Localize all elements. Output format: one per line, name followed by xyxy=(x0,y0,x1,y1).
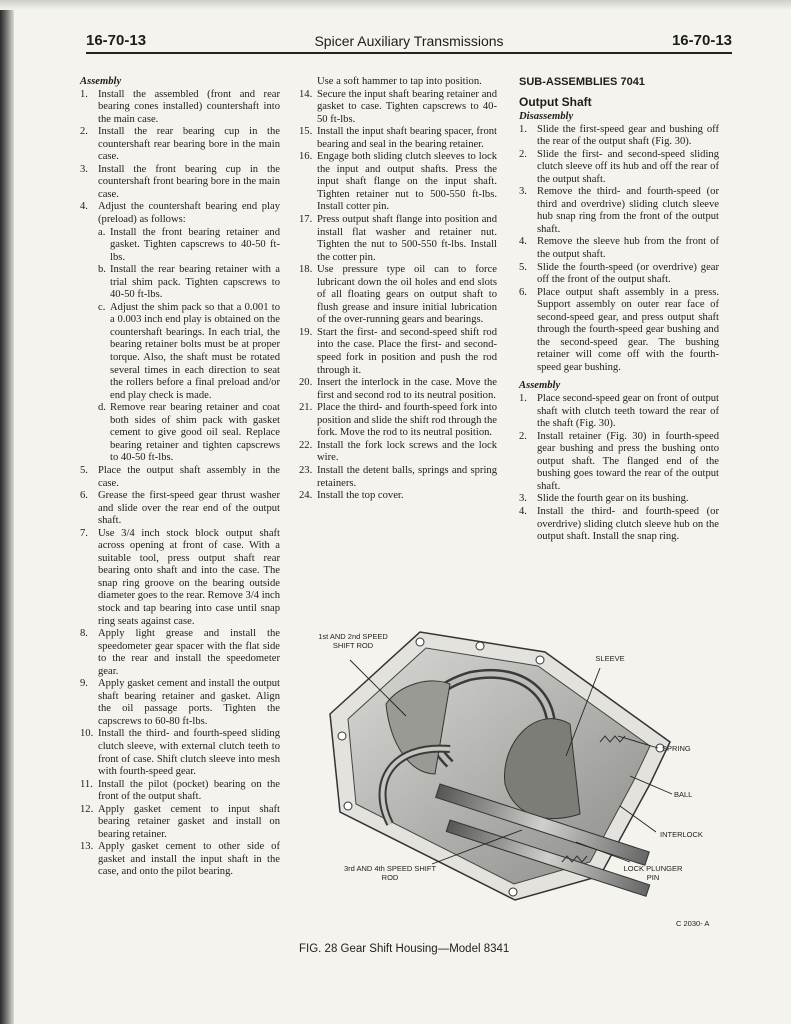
item-number: 7. xyxy=(80,527,88,539)
list-item xyxy=(80,465,280,490)
item-number: 21. xyxy=(299,402,313,414)
item-number: 4. xyxy=(80,201,88,213)
item-text: Slide the first-speed gear and bushing off the rear of the output shaft (Fig. 30). xyxy=(537,123,719,148)
page-binding-shadow xyxy=(0,0,14,1024)
label-lock-plunger-pin: LOCK PLUNGER PIN xyxy=(623,864,683,882)
item-text: Remove rear bearing retainer and coat both sides of shim pack with gasket cement to give good oil seal. Replace bearing retainer and tighten capscrews to 40-50 ft-lbs. xyxy=(110,402,280,464)
list-item xyxy=(80,841,280,879)
list-item xyxy=(299,402,497,440)
gear-shift-housing-illustration xyxy=(300,624,720,940)
label-spring: SPRING xyxy=(662,744,691,753)
item-text: Adjust the shim pack so that a 0.001 to a 0.003 inch end play is obtained on the countershaft bearings. In each trial, the bearing retainer bolts must be at proper torque. Also, the shaft must be rotated several times in each direction to seat the rollers before a final preload and/or end play check is made. xyxy=(110,301,280,401)
item-text: Install the front bearing cup in the countershaft front bearing bore in the main case. xyxy=(98,163,280,200)
list-item xyxy=(299,151,497,214)
list-item xyxy=(519,393,719,431)
item-text: Install the rear bearing cup in the countershaft rear bearing bore in the main case. xyxy=(98,126,280,163)
item-number: 3. xyxy=(519,493,527,505)
item-number: 1. xyxy=(80,88,88,100)
list-item xyxy=(519,149,719,187)
figure-code: C 2030- A xyxy=(676,919,710,928)
list-item xyxy=(80,490,280,528)
item-text: Install the top cover. xyxy=(317,490,404,502)
item-text: Apply gasket cement to other side of gasket and install the input shaft in the case, and onto the pilot bearing. xyxy=(98,841,280,878)
item-text: Install retainer (Fig. 30) in fourth-speed gear bushing and press the bushing onto output shaft. The flanged end of the bushing goes toward the rear of the output shaft. xyxy=(537,430,719,492)
item-number: d. xyxy=(98,402,106,414)
item-text: Place the output shaft assembly in the case. xyxy=(98,464,280,489)
list-item xyxy=(80,89,280,127)
item-text: Install the third- and fourth-speed sliding clutch sleeve, with external clutch teeth to front of case. Shift clutch sleeve into mesh with fourth-speed gear. xyxy=(98,728,280,778)
list-item xyxy=(519,506,719,544)
item-text: Place output shaft assembly in a press. Support assembly on outer rear face of second-speed gear, and press output shaft through the fourth-speed gear bushing and the second-speed gear. The bushing retainer will come off with the fourth-speed gear bushing. xyxy=(537,286,719,373)
item-number: 3. xyxy=(519,186,527,198)
item-text: Install the pilot (pocket) bearing on the front of the output shaft. xyxy=(98,778,280,803)
list-item xyxy=(519,236,719,261)
item-text: Install the input shaft bearing spacer, front bearing and seal in the bearing retainer. xyxy=(317,126,497,150)
page-number-right: 16-70-13 xyxy=(671,32,732,49)
item-text: Install the fork lock screws and the lock wire. xyxy=(317,439,497,464)
item-text: Place the third- and fourth-speed fork into position and slide the shift rod through the fork. Move the rod to its neutral position. xyxy=(317,402,497,439)
item-text: Install the front bearing retainer and gasket. Tighten capscrews to 40-50 ft-lbs. xyxy=(110,226,280,263)
item-text: Apply gasket cement and install the output shaft bearing retainer and gasket. Align the oil passage ports. Tighten the capscrews to 60-80 ft-lbs. xyxy=(98,678,280,727)
item-number: 4. xyxy=(519,505,527,517)
page-header xyxy=(86,32,732,52)
item-number: 2. xyxy=(519,148,527,160)
item-number: 14. xyxy=(299,88,313,100)
item-number: a. xyxy=(98,226,106,238)
list-item xyxy=(299,490,497,503)
item-text: Grease the first-speed gear thrust washer and slide over the rear end of the output shaft. xyxy=(98,490,280,527)
assembly-heading: Assembly xyxy=(80,76,122,87)
item-number: 11. xyxy=(80,778,93,790)
item-text: Slide the fourth-speed (or overdrive) gear off the front of the output shaft. xyxy=(537,261,719,286)
item-text: Use 3/4 inch stock block output shaft across opening at front of case. With a suitable tool, press output shaft rear bearing onto shaft and into the case. The snap ring groove on the bearing outside diameter goes to the rear. Remove 3/4 inch stock and tap bearing into case until snap ring seats against case. xyxy=(98,527,280,627)
continued-step-text: Use a soft hammer to tap into position. xyxy=(317,76,482,87)
list-item xyxy=(80,201,280,226)
item-text: Place second-speed gear on front of output shaft with clutch teeth toward the rear of the shaft (Fig. 30). xyxy=(537,393,719,430)
item-text: Press output shaft flange into position and install flat washer and retainer nut. Tighten the nut to 500-550 ft-lbs. Install the cotter pin. xyxy=(317,214,497,263)
list-item xyxy=(80,779,280,804)
list-item xyxy=(80,528,280,628)
list-item xyxy=(519,493,719,506)
assembly-heading-2: Assembly xyxy=(519,380,561,392)
list-item xyxy=(80,227,280,265)
page-number-left: 16-70-13 xyxy=(86,32,147,49)
disassembly-heading: Disassembly xyxy=(519,111,574,122)
item-number: 13. xyxy=(80,841,94,853)
item-number: 20. xyxy=(299,377,313,389)
item-text: Install the assembled (front and rear bearing cones installed) countershaft into the main case. xyxy=(98,88,280,125)
item-text: Apply light grease and install the speedometer gear spacer with the flat side to the rear and install the speedometer gear. xyxy=(98,628,280,677)
item-number: 8. xyxy=(80,628,88,640)
item-text: Remove the third- and fourth-speed (or third and overdrive) sliding clutch sleeve hub snap ring from the front of the output shaft. xyxy=(537,186,719,235)
section-heading: SUB-ASSEMBLIES 7041 xyxy=(519,76,645,88)
list-item xyxy=(299,465,497,490)
list-item xyxy=(299,214,497,264)
item-text: Adjust the countershaft bearing end play (preload) as follows: xyxy=(98,201,280,226)
list-item xyxy=(80,678,280,728)
header-rule xyxy=(86,52,732,54)
item-text: Remove the sleeve hub from the front of the output shaft. xyxy=(537,236,719,261)
list-item xyxy=(80,728,280,778)
item-number: 12. xyxy=(80,803,94,815)
item-number: 4. xyxy=(519,236,527,248)
item-number: 10. xyxy=(80,728,94,740)
item-text: Slide the fourth gear on its bushing. xyxy=(537,493,689,505)
item-number: c. xyxy=(98,301,106,313)
item-number: 24. xyxy=(299,490,313,502)
item-number: b. xyxy=(98,264,106,276)
subsection-heading: Output Shaft xyxy=(519,95,592,109)
item-number: 22. xyxy=(299,439,313,451)
item-text: Secure the input shaft bearing retainer and gasket to case. Tighten capscrews to 40-50 ft-lbs. xyxy=(317,88,497,125)
list-item xyxy=(519,186,719,236)
item-text: Install the detent balls, springs and spring retainers. xyxy=(317,464,497,489)
list-item xyxy=(80,302,280,402)
item-text: Engage both sliding clutch sleeves to lock the input and output shafts. Press the input shaft flange on the input shaft. Tighten retainer nut to 500-550 ft-lbs. Install cotter pin. xyxy=(317,151,497,213)
list-item xyxy=(80,126,280,164)
column-right xyxy=(519,76,719,544)
list-item xyxy=(299,377,497,402)
list-item xyxy=(519,287,719,375)
list-item xyxy=(80,164,280,202)
running-title: Spicer Auxiliary Transmissions xyxy=(314,33,504,49)
item-number: 17. xyxy=(299,214,313,226)
list-item xyxy=(80,402,280,465)
page-top-shade xyxy=(0,0,791,10)
item-number: 19. xyxy=(299,326,313,338)
list-item xyxy=(299,440,497,465)
label-interlock: INTERLOCK xyxy=(660,830,703,839)
item-number: 9. xyxy=(80,678,88,690)
list-item xyxy=(299,327,497,377)
list-item xyxy=(299,264,497,327)
list-item xyxy=(299,89,497,127)
item-number: 6. xyxy=(80,490,88,502)
column-left xyxy=(80,76,280,879)
item-text: Apply gasket cement to input shaft bearing retainer gasket and install on bearing retainer. xyxy=(98,803,280,840)
label-1st-2nd-shift-rod: 1st AND 2nd SPEED SHIFT ROD xyxy=(318,632,388,650)
label-sleeve: SLEEVE xyxy=(595,654,625,663)
item-text: Use pressure type oil can to force lubricant down the oil holes and end slots of all floating gears on output shaft to flush grease and insure initial lubrication of the over-running gears and bearings. xyxy=(317,264,497,326)
item-text: Install the rear bearing retainer with a trial shim pack. Tighten capscrews to 40-50 ft-lbs. xyxy=(110,264,280,301)
list-item xyxy=(519,262,719,287)
item-number: 23. xyxy=(299,464,313,476)
item-text: Slide the first- and second-speed sliding clutch sleeve off its hub and off the rear of the output shaft. xyxy=(537,148,719,185)
label-3rd-4th-shift-rod: 3rd AND 4th SPEED SHIFT ROD xyxy=(343,864,437,882)
figure-caption: FIG. 28 Gear Shift Housing—Model 8341 xyxy=(299,943,510,955)
item-number: 2. xyxy=(519,430,527,442)
item-text: Insert the interlock in the case. Move the first and second rod to its neutral position. xyxy=(317,377,497,401)
item-number: 18. xyxy=(299,264,313,276)
item-number: 1. xyxy=(519,393,527,405)
item-number: 15. xyxy=(299,126,313,138)
item-number: 3. xyxy=(80,163,88,175)
list-item xyxy=(519,431,719,494)
list-item xyxy=(299,126,497,151)
item-number: 5. xyxy=(80,464,88,476)
list-item xyxy=(80,264,280,302)
column-middle xyxy=(299,76,497,503)
list-item xyxy=(519,124,719,149)
item-number: 1. xyxy=(519,123,527,135)
item-number: 6. xyxy=(519,286,527,298)
gear-shift-housing-figure xyxy=(300,624,720,940)
item-number: 16. xyxy=(299,151,313,163)
item-text: Start the first- and second-speed shift rod into the case. Place the first- and second-speed fork in position and push the rod through it. xyxy=(317,326,497,376)
list-item xyxy=(80,628,280,678)
item-number: 2. xyxy=(80,126,88,138)
item-number: 5. xyxy=(519,261,527,273)
list-item xyxy=(80,804,280,842)
item-text: Install the third- and fourth-speed (or overdrive) sliding clutch sleeve hub on the output shaft. Install the snap ring. xyxy=(537,505,719,543)
label-ball: BALL xyxy=(674,790,693,799)
